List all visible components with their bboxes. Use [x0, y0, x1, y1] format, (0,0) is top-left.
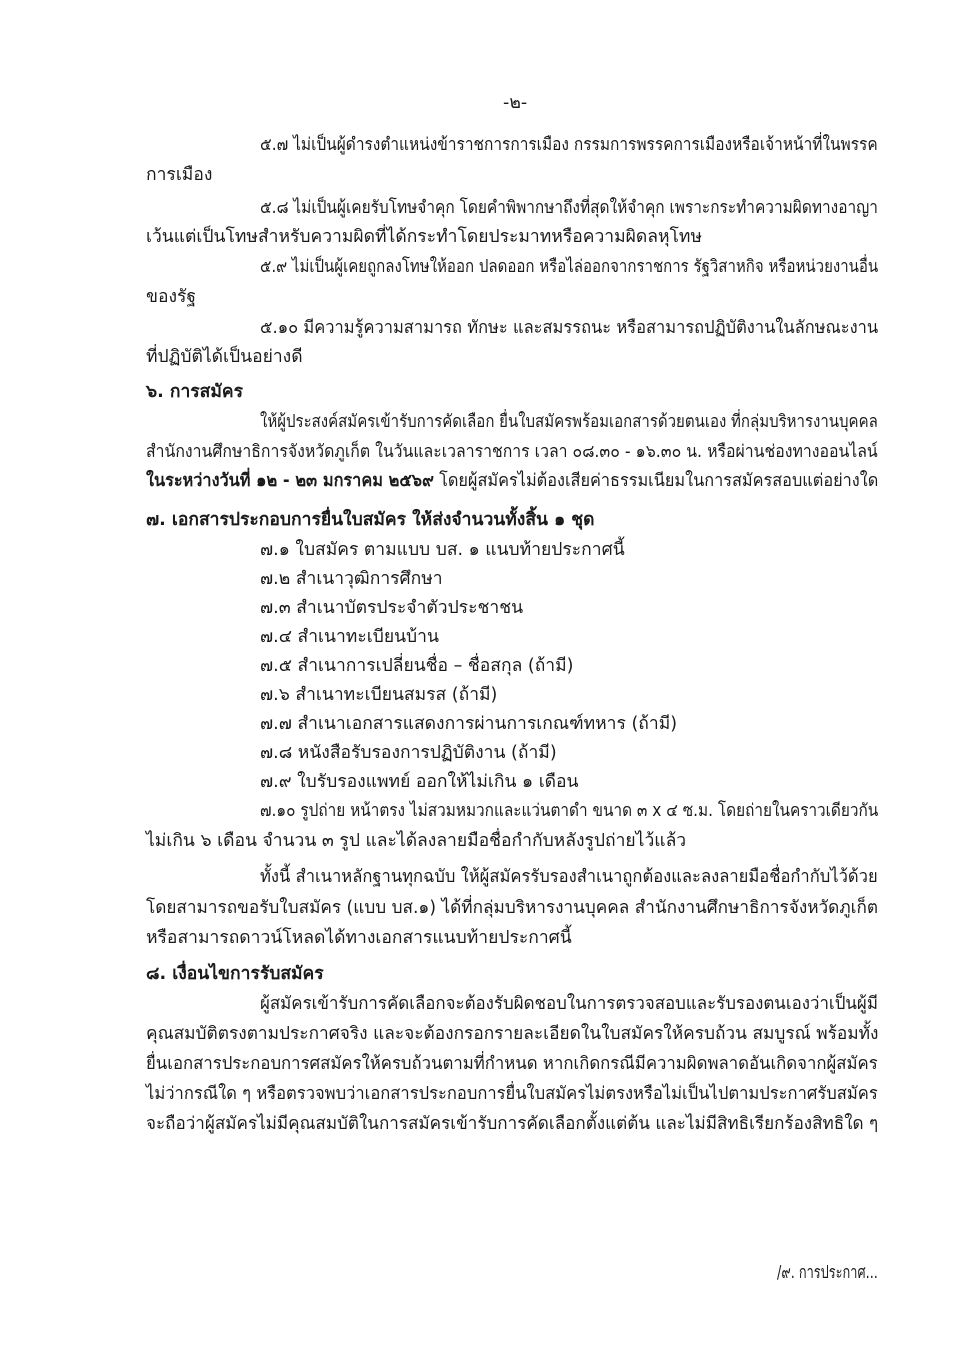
item-7-3: ๗.๓ สำเนาบัตรประจำตัวประชาชน — [260, 598, 524, 618]
section-7-note-line1: ทั้งนี้ สำเนาหลักฐานทุกฉบับ ให้ผู้สมัครรับรองสำเนาถูกต้องและลงลายมือชื่อกำกับไว้ด้วย — [260, 867, 878, 887]
item-7-2: ๗.๒ สำเนาวุฒิการศึกษา — [260, 569, 443, 589]
item-7-9: ๗.๙ ใบรับรองแพทย์ ออกให้ไม่เกิน ๑ เดือน — [260, 772, 579, 792]
item-5-7-line2: การเมือง — [146, 165, 213, 185]
section-6-line1: ให้ผู้ประสงค์สมัครเข้ารับการคัดเลือก ยื่นใบสมัครพร้อมเอกสารด้วยตนเอง ที่กลุ่มบริหารงานบุคคล — [260, 412, 878, 432]
item-5-8-line1: ๕.๘ ไม่เป็นผู้เคยรับโทษจำคุก โดยคำพิพากษาถึงที่สุดให้จำคุก เพราะกระทำความผิดทางอาญา — [260, 198, 878, 218]
section-7-heading: ๗. เอกสารประกอบการยื่นใบสมัคร ให้ส่งจำนวนทั้งสิ้น ๑ ชุด — [146, 510, 595, 530]
item-7-8: ๗.๘ หนังสือรับรองการปฏิบัติงาน (ถ้ามี) — [260, 743, 557, 763]
item-5-7-line1: ๕.๗ ไม่เป็นผู้ดำรงตำแหน่งข้าราชการการเมือง กรรมการพรรคการเมืองหรือเจ้าหน้าที่ในพรรค — [260, 135, 878, 155]
section-8-line5: จะถือว่าผู้สมัครไม่มีคุณสมบัติในการสมัครเข้ารับการคัดเลือกตั้งแต่ต้น และไม่มีสิทธิเรียกร้องสิทธิใด ๆ — [146, 1114, 879, 1134]
section-6-line3 — [146, 466, 878, 496]
section-8-line3: ยื่นเอกสารประกอบการศสมัครให้ครบถ้วนตามที่กำหนด หากเกิดกรณีมีความผิดพลาดอันเกิดจากผู้สมัคร — [146, 1054, 878, 1074]
application-period: ในระหว่างวันที่ ๑๒ - ๒๓ มกราคม ๒๕๖๙ — [146, 471, 434, 491]
item-5-10-line2: ที่ปฏิบัติได้เป็นอย่างดี — [146, 347, 303, 367]
item-7-10-line1: ๗.๑๐ รูปถ่าย หน้าตรง ไม่สวมหมวกและแว่นตาดำ ขนาด ๓ x ๔ ซ.ม. โดยถ่ายในคราวเดียวกัน — [260, 801, 879, 821]
section-7-note-line3: หรือสามารถดาวน์โหลดได้ทางเอกสารแนบท้ายประกาศนี้ — [146, 928, 572, 948]
item-5-8-line2: เว้นแต่เป็นโทษสำหรับความผิดที่ได้กระทำโดยประมาทหรือความผิดลหุโทษ — [146, 227, 702, 247]
section-6-heading: ๖. การสมัคร — [146, 382, 243, 402]
item-7-1: ๗.๑ ใบสมัคร ตามแบบ บส. ๑ แนบท้ายประกาศนี้ — [260, 540, 625, 560]
item-5-9-line1: ๕.๙ ไม่เป็นผู้เคยถูกลงโทษให้ออก ปลดออก หรือไล่ออกจากราชการ รัฐวิสาหกิจ หรือหน่วยงานอื่น — [260, 257, 879, 277]
section-8-line4: ไม่ว่ากรณีใด ๆ หรือตรวจพบว่าเอกสารประกอบการยื่นใบสมัครไม่ตรงหรือไม่เป็นไปตามประกาศรับสมัคร — [146, 1084, 878, 1104]
section-6-line2: สำนักงานศึกษาธิการจังหวัดภูเก็ต ในวันและเวลาราชการ เวลา ๐๘.๓๐ - ๑๖.๓๐ น. หรือผ่านช่องทางออนไลน์ — [146, 442, 878, 462]
item-7-6: ๗.๖ สำเนาทะเบียนสมรส (ถ้ามี) — [260, 685, 498, 705]
section-8-line1: ผู้สมัครเข้ารับการคัดเลือกจะต้องรับผิดชอบในการตรวจสอบและรับรองตนเองว่าเป็นผู้มี — [260, 994, 878, 1014]
section-6-line3-tail: โดยผู้สมัครไม่ต้องเสียค่าธรรมเนียมในการสมัครสอบแต่อย่างใด — [433, 471, 879, 491]
page-number: -๒- — [503, 93, 528, 113]
continuation-footer: /๙. การประกาศ... — [777, 1263, 878, 1283]
section-8-line2: คุณสมบัติตรงตามประกาศจริง และจะต้องกรอกรายละเอียดในใบสมัครให้ครบถ้วน สมบูรณ์ พร้อมทั้ง — [146, 1024, 879, 1044]
item-7-10-line2: ไม่เกิน ๖ เดือน จำนวน ๓ รูป และได้ลงลายมือชื่อกำกับหลังรูปถ่ายไว้แล้ว — [146, 831, 687, 851]
item-7-4: ๗.๔ สำเนาทะเบียนบ้าน — [260, 627, 439, 647]
item-7-7: ๗.๗ สำเนาเอกสารแสดงการผ่านการเกณฑ์ทหาร (ถ้ามี) — [260, 714, 678, 734]
item-7-5: ๗.๕ สำเนาการเปลี่ยนชื่อ – ชื่อสกุล (ถ้ามี) — [260, 656, 574, 676]
item-5-10-line1: ๕.๑๐ มีความรู้ความสามารถ ทักษะ และสมรรถนะ หรือสามารถปฏิบัติงานในลักษณะงาน — [260, 318, 879, 338]
section-7-note-line2: โดยสามารถขอรับใบสมัคร (แบบ บส.๑) ได้ที่กลุ่มบริหารงานบุคคล สำนักงานศึกษาธิการจังหวัดภูเก็ต — [146, 898, 879, 918]
section-8-heading: ๘. เงื่อนไขการรับสมัคร — [146, 964, 324, 984]
item-5-9-line2: ของรัฐ — [146, 287, 197, 307]
